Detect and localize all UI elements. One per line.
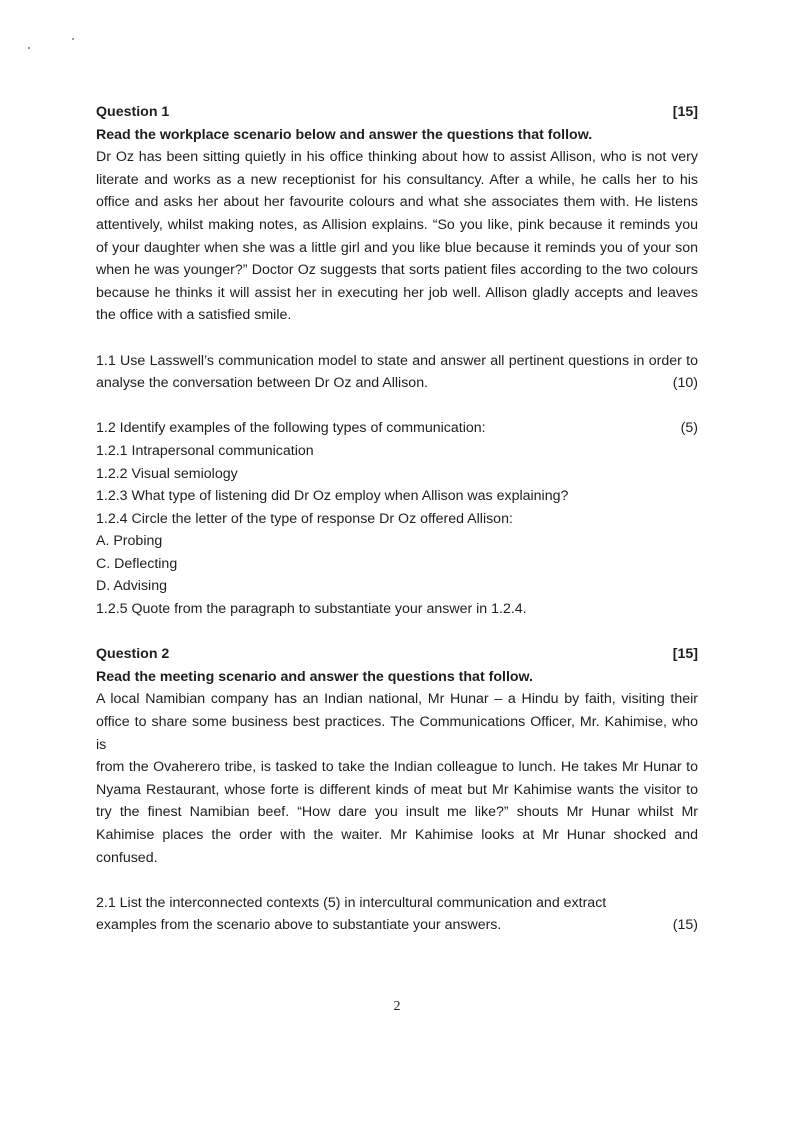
question-2-1 [96, 892, 698, 937]
question-1-2 [96, 417, 698, 620]
question-marks: (10) [672, 375, 698, 392]
question-marks: (15) [672, 917, 698, 934]
scenario-line: try the finest Namibian beef. “How dare you insult me like?” shouts Mr Hunar whilst Mr [96, 804, 698, 821]
answer-option: A. Probing [96, 533, 163, 550]
scenario-line: A local Namibian company has an Indian national, Mr Hunar – a Hindu by faith, visiting their [96, 691, 698, 708]
question-text-line [96, 417, 698, 440]
question-1-header [96, 101, 698, 124]
question-2-marks: [15] [672, 646, 698, 663]
question-1-scenario [96, 146, 698, 327]
question-text: 1.2 Identify examples of the following types of communication: [96, 420, 486, 437]
question-text-line: 1.1 Use Lasswell’s communication model to state and answer all pertinent questions in order to [96, 352, 698, 369]
sub-question: 1.2.2 Visual semiology [96, 465, 238, 482]
scenario-line: literate and works as a new receptionist for his consultancy. After a while, he calls her to his [96, 171, 698, 188]
question-text-line [96, 372, 698, 395]
question-text-line [96, 914, 698, 937]
scenario-line: from the Ovaherero tribe, is tasked to take the Indian colleague to lunch. He takes Mr Hunar to [96, 759, 698, 776]
question-text-line: 2.1 List the interconnected contexts (5) in intercultural communication and extract [96, 894, 607, 911]
scenario-line: when he was younger?” Doctor Oz suggests that sorts patient files according to the two colours [96, 262, 698, 279]
question-marks: (5) [680, 420, 698, 437]
scenario-line: Kahimise places the order with the waiter. Mr Kahimise looks at Mr Hunar shocked and [96, 827, 698, 843]
page-number: 2 [393, 999, 401, 1014]
answer-option: D. Advising [96, 578, 167, 595]
question-1-1 [96, 350, 698, 395]
scenario-line: the office with a satisfied smile. [96, 307, 292, 324]
question-text: analyse the conversation between Dr Oz and Allison. [96, 375, 429, 392]
scenario-line: attentively, whilst making notes, as Allision explains. “So you like, pink because it reminds you [96, 216, 698, 233]
scenario-line: office and asks her about her favourite colours and what she associates them with. He listens [96, 194, 698, 211]
scenario-line: office to share some business best practices. The Communications Officer, Mr. Kahimise, who is [96, 714, 698, 753]
question-1-marks: [15] [672, 104, 698, 120]
sub-question: 1.2.1 Intrapersonal communication [96, 442, 314, 459]
question-2-header [96, 643, 698, 666]
exam-content [96, 101, 698, 937]
scenario-line: because he thinks it will assist her in executing her job well. Allison gladly accepts and leaves [96, 284, 698, 301]
scenario-line: Nyama Restaurant, whose forte is different kinds of meat but Mr Kahimise wants the visitor to [96, 781, 698, 798]
scenario-line: confused. [96, 849, 158, 866]
question-2-instruction: Read the meeting scenario and answer the questions that follow. [96, 668, 533, 685]
scan-specks [24, 36, 84, 56]
question-1-title: Question 1 [96, 104, 170, 120]
question-text: examples from the scenario above to substantiate your answers. [96, 917, 502, 934]
scenario-line: Dr Oz has been sitting quietly in his office thinking about how to assist Allison, who is not very [96, 149, 698, 166]
answer-option: C. Deflecting [96, 555, 178, 572]
sub-question: 1.2.5 Quote from the paragraph to substantiate your answer in 1.2.4. [96, 601, 527, 618]
scenario-line: of your daughter when she was a little girl and you like blue because it reminds you of your son [96, 239, 698, 256]
sub-question: 1.2.4 Circle the letter of the type of response Dr Oz offered Allison: [96, 510, 513, 527]
question-2-title: Question 2 [96, 646, 170, 663]
question-1-instruction: Read the workplace scenario below and answer the questions that follow. [96, 126, 593, 143]
question-2-scenario [96, 688, 698, 869]
sub-question: 1.2.3 What type of listening did Dr Oz employ when Allison was explaining? [96, 488, 569, 505]
